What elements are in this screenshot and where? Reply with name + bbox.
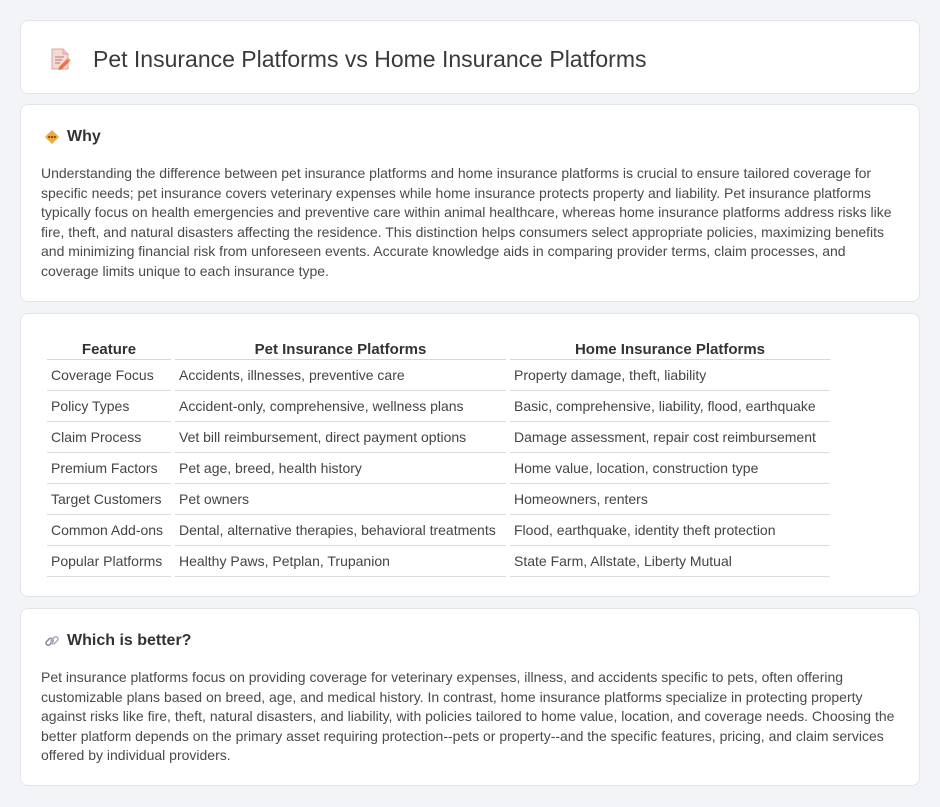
why-heading: Why <box>67 128 101 145</box>
why-text: Understanding the difference between pet insurance platforms and home insurance platforms is crucial to ensure tailored coverage for specific needs; pet insurance covers veterinary expenses while home insurance protects property and liability. Pet insurance platforms typically focus on health emergencies and preventive care within animal healthcare, whereas home insurance platforms address risks like fire, theft, and natural disasters affecting the residence. This distinction helps consumers select appropriate policies, maximizing benefits and minimizing financial risk from unforeseen events. Accurate knowledge aids in comparing provider terms, claim processes, and coverage limits unique to each insurance type. <box>41 165 892 279</box>
table-row <box>47 546 830 577</box>
home-cell: Damage assessment, repair cost reimbursement <box>510 422 830 453</box>
table-row <box>47 391 830 422</box>
table-header-row <box>47 335 830 360</box>
home-cell: Home value, location, construction type <box>510 453 830 484</box>
feature-cell: Coverage Focus <box>47 360 171 391</box>
better-heading: Which is better? <box>67 632 192 649</box>
table-row <box>47 360 830 391</box>
home-cell: Property damage, theft, liability <box>510 360 830 391</box>
header-feature: Feature <box>47 335 171 360</box>
better-heading-row <box>43 631 191 651</box>
pet-cell: Pet age, breed, health history <box>175 453 506 484</box>
why-heading-row <box>43 127 101 147</box>
pet-cell: Accidents, illnesses, preventive care <box>175 360 506 391</box>
why-section <box>20 104 920 302</box>
table-row <box>47 453 830 484</box>
header-card <box>20 20 920 94</box>
feature-cell: Target Customers <box>47 484 171 515</box>
pet-cell: Dental, alternative therapies, behavioral treatments <box>175 515 506 546</box>
home-cell: Basic, comprehensive, liability, flood, earthquake <box>510 391 830 422</box>
better-section <box>20 608 920 786</box>
table-row <box>47 484 830 515</box>
home-cell: Flood, earthquake, identity theft protection <box>510 515 830 546</box>
comparison-table <box>43 335 834 577</box>
pet-cell: Vet bill reimbursement, direct payment options <box>175 422 506 453</box>
document-pen-icon <box>49 47 71 71</box>
pet-cell: Pet owners <box>175 484 506 515</box>
feature-cell: Popular Platforms <box>47 546 171 577</box>
table-row <box>47 422 830 453</box>
better-text: Pet insurance platforms focus on providing coverage for veterinary expenses, illness, and accidents specific to pets, often offering customizable plans based on breed, age, and medical history. In contrast, home insurance platforms specialize in protecting property against risks like fire, theft, natural disasters, and liability, with policies tailored to home value, location, and coverage needs. Choosing the better platform depends on the primary asset requiring protection--pets or property--and the specific features, pricing, and claim services offered by individual providers. <box>41 669 895 764</box>
pet-cell: Healthy Paws, Petplan, Trupanion <box>175 546 506 577</box>
diamond-warning-icon <box>43 128 61 146</box>
table-row <box>47 515 830 546</box>
comparison-section <box>20 313 920 597</box>
feature-cell: Claim Process <box>47 422 171 453</box>
home-cell: Homeowners, renters <box>510 484 830 515</box>
page-title: Pet Insurance Platforms vs Home Insurance Platforms <box>93 46 647 72</box>
pet-cell: Accident-only, comprehensive, wellness plans <box>175 391 506 422</box>
feature-cell: Common Add-ons <box>47 515 171 546</box>
header-home: Home Insurance Platforms <box>510 335 830 360</box>
header-pet: Pet Insurance Platforms <box>175 335 506 360</box>
feature-cell: Policy Types <box>47 391 171 422</box>
home-cell: State Farm, Allstate, Liberty Mutual <box>510 546 830 577</box>
feature-cell: Premium Factors <box>47 453 171 484</box>
link-icon <box>43 632 61 650</box>
